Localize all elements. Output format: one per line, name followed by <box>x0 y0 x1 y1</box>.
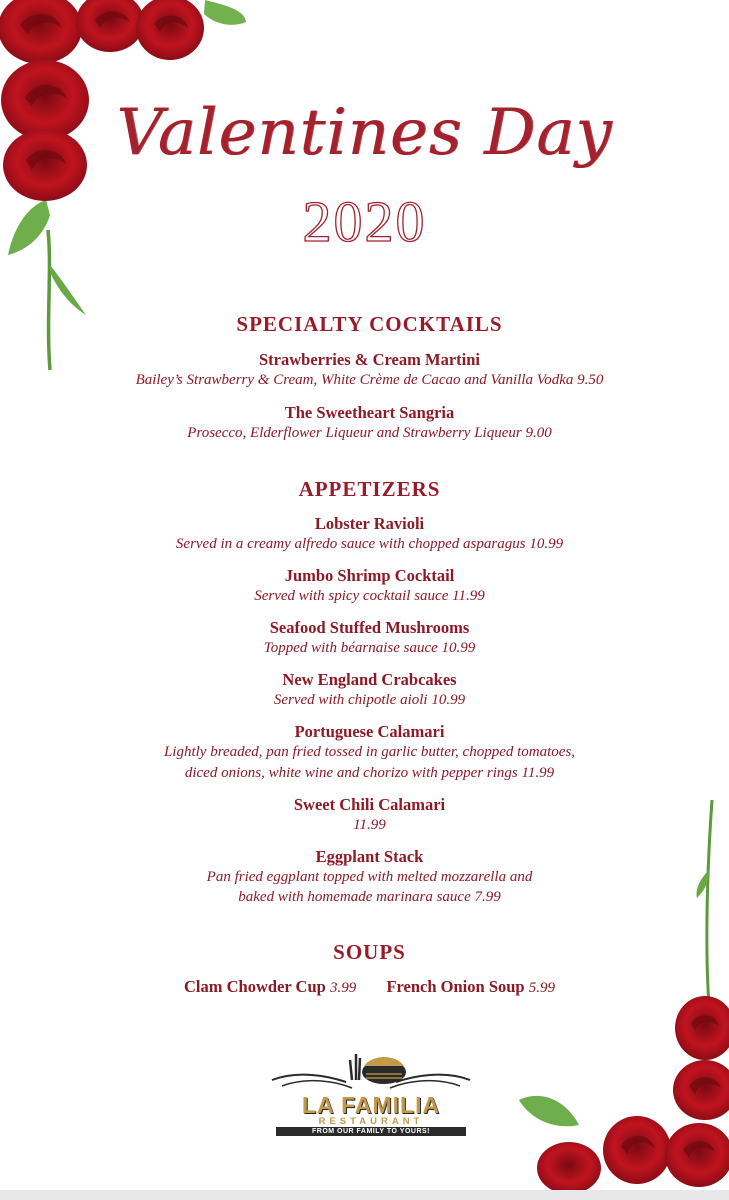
menu-item-name: Eggplant Stack <box>315 847 424 866</box>
menu-item-description: 11.99 <box>353 817 386 833</box>
logo-tagline: FROM OUR FAMILY TO YOURS! <box>276 1127 466 1136</box>
logo-name: LA FAMILIA <box>301 1092 441 1118</box>
soup-name: Clam Chowder Cup <box>184 977 326 996</box>
menu-item-name: Jumbo Shrimp Cocktail <box>284 566 455 585</box>
menu-item-name: Strawberries & Cream Martini <box>258 350 480 369</box>
section-title-cocktails: SPECIALTY COCKTAILS <box>236 312 503 336</box>
menu-item-description: Served with spicy cocktail sauce 11.99 <box>254 588 485 604</box>
logo-subtitle: RESTAURANT <box>318 1116 424 1127</box>
menu-item-name: The Sweetheart Sangria <box>284 403 455 422</box>
menu-item-name: Lobster Ravioli <box>314 514 425 533</box>
menu-item-description: Bailey’s Strawberry & Cream, White Crème de Cacao and Vanilla Vodka 9.50 <box>135 372 604 388</box>
menu-item-description: Topped with béarnaise sauce 10.99 <box>263 640 476 656</box>
menu-item-name: Seafood Stuffed Mushrooms <box>269 618 470 637</box>
menu-item-name: New England Crabcakes <box>282 670 457 689</box>
logo-emblem-icon <box>268 1046 474 1096</box>
menu-item-description: Pan fried eggplant topped with melted mozzarella and <box>206 869 533 885</box>
menu-title: Valentines Day <box>116 96 613 170</box>
menu-item-description: diced onions, white wine and chorizo with pepper rings 11.99 <box>184 765 555 781</box>
bottom-border <box>0 1190 729 1200</box>
menu-item-name: Sweet Chili Calamari <box>293 795 446 814</box>
soup-name: French Onion Soup <box>386 977 525 996</box>
section-title-appetizers: APPETIZERS <box>298 477 441 501</box>
menu-item-description: Lightly breaded, pan fried tossed in garlic butter, chopped tomatoes, <box>163 744 576 760</box>
menu-item-description: Served with chipotle aioli 10.99 <box>273 692 466 708</box>
section-title-soups: SOUPS <box>333 940 406 964</box>
soups-row <box>0 977 729 997</box>
menu-item-name: Portuguese Calamari <box>294 722 445 741</box>
menu-year: 2020 <box>302 189 427 254</box>
soup-price: 5.99 <box>528 980 555 996</box>
menu-item-description: baked with homemade marinara sauce 7.99 <box>238 889 501 905</box>
restaurant-logo <box>268 1046 474 1142</box>
soup-price: 3.99 <box>329 980 357 996</box>
menu-item-description: Prosecco, Elderflower Liqueur and Strawberry Liqueur 9.00 <box>187 425 552 441</box>
menu-item-description: Served in a creamy alfredo sauce with chopped asparagus 10.99 <box>175 536 564 552</box>
